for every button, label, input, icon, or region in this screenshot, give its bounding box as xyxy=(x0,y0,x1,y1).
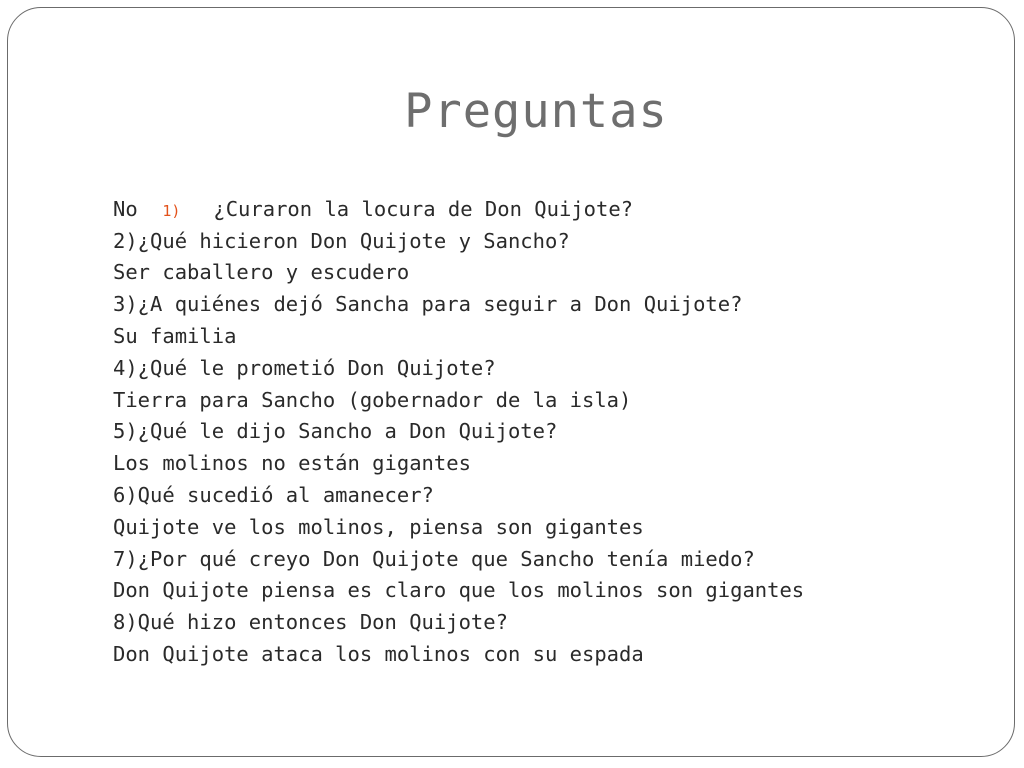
answer-3: Su familia xyxy=(113,323,237,348)
answer-1: No xyxy=(113,196,138,221)
question-2: 2)¿Qué hicieron Don Quijote y Sancho? xyxy=(113,228,570,253)
answer-4: Tierra para Sancho (gobernador de la isla) xyxy=(113,387,632,412)
question-4: 4)¿Qué le prometió Don Quijote? xyxy=(113,355,496,380)
question-6: 6)Qué sucedió al amanecer? xyxy=(113,482,434,507)
question-1-text: ¿Curaron la locura de Don Quijote? xyxy=(213,196,634,221)
list-number: 1) xyxy=(162,201,181,220)
answer-8: Don Quijote ataca los molinos con su espada xyxy=(113,641,644,666)
slide-title: Preguntas xyxy=(404,84,668,139)
question-7: 7)¿Por qué creyo Don Quijote que Sancho tenía miedo? xyxy=(113,546,755,571)
question-5: 5)¿Qué le dijo Sancho a Don Quijote? xyxy=(113,419,558,444)
answer-6: Quijote ve los molinos, piensa son gigantes xyxy=(113,514,644,539)
question-8: 8)Qué hizo entonces Don Quijote? xyxy=(113,610,508,635)
slide-content xyxy=(113,162,993,671)
answer-7: Don Quijote piensa es claro que los molinos son gigantes xyxy=(113,578,805,603)
answer-2: Ser caballero y escudero xyxy=(113,260,410,285)
answer-5: Los molinos no están gigantes xyxy=(113,451,471,476)
question-3: 3)¿A quiénes dejó Sancha para seguir a Don Quijote? xyxy=(113,292,743,317)
